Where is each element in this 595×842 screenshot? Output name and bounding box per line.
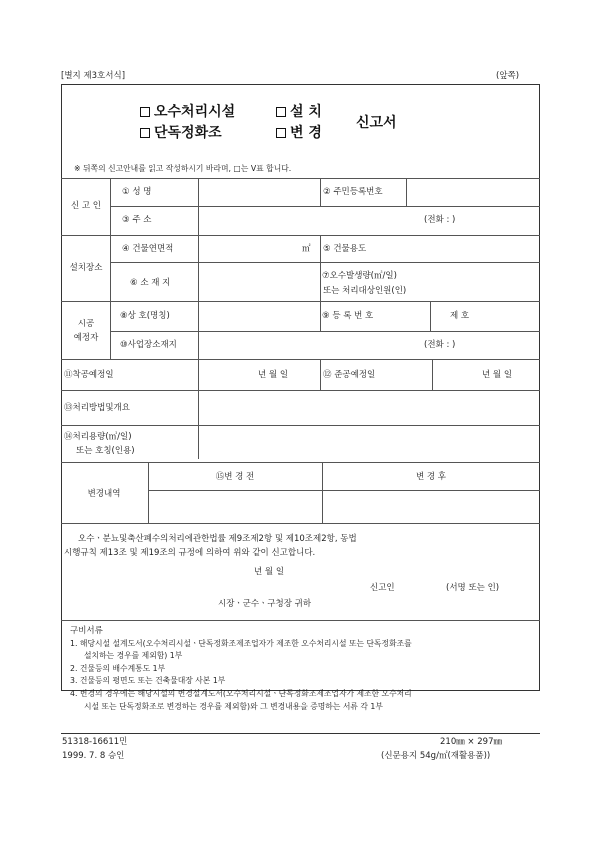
- office-address-field[interactable]: [200, 333, 420, 357]
- company-field[interactable]: [200, 303, 318, 329]
- unit-m2: ㎡: [302, 244, 311, 254]
- rule: [198, 178, 199, 459]
- instruction-note: ※ 뒤쪽의 신고안내를 읽고 작성하시기 바라며, □는 V표 합니다.: [74, 164, 292, 173]
- rule: [320, 178, 321, 206]
- rule: [148, 462, 149, 523]
- label-location: ⑥ 소 재 지: [130, 278, 171, 288]
- section-change: 변경내역: [87, 489, 121, 499]
- rule: [61, 359, 540, 360]
- rule: [61, 178, 540, 179]
- reg-no-field[interactable]: 제 호: [450, 311, 470, 321]
- doc-item: 2. 건물등의 배수계통도 1부: [70, 664, 166, 673]
- name-field[interactable]: [200, 180, 318, 204]
- checkbox-icon[interactable]: [276, 107, 286, 117]
- label-building-use: ⑤ 건물용도: [323, 244, 367, 254]
- checkbox-icon[interactable]: [140, 128, 150, 138]
- rule: [110, 178, 111, 359]
- doc-item: 설치하는 경우를 제외함) 1부: [84, 651, 183, 660]
- label-target-persons: 또는 처리대상인원(인): [323, 286, 407, 296]
- label-company: ⑧상 호(명칭): [120, 311, 170, 321]
- doc-item: 4. 변경의 경우에는 해당시설의 변경설계도서(오수처리시설ㆍ단독정화조제조업자가 제조한 오수처리: [70, 689, 412, 698]
- rule: [148, 490, 540, 491]
- applicant-phone[interactable]: (전화 : ): [424, 215, 456, 225]
- before-change-field[interactable]: [150, 492, 320, 521]
- doc-item: 1. 해당시설 설계도서(오수처리시설ㆍ단독정화조제조업자가 제조한 오수처리시설 또는 단독정화조를: [70, 639, 412, 648]
- location-field[interactable]: [200, 264, 318, 299]
- page-side: (앞쪽): [496, 71, 520, 81]
- rule: [110, 206, 540, 207]
- declaration-line-2: 시행규칙 제13조 및 제19조의 규정에 의하여 위와 같이 신고합니다.: [64, 548, 316, 558]
- contractor-phone[interactable]: (전화 : ): [424, 340, 456, 350]
- completion-date-field[interactable]: 년 월 일: [482, 370, 513, 380]
- rule: [61, 235, 540, 236]
- rule: [61, 462, 540, 463]
- label-reg-no: ⑨ 등 록 번 호: [322, 311, 374, 321]
- rule: [406, 178, 407, 206]
- start-date-field[interactable]: 년 월 일: [258, 370, 289, 380]
- label-address: ③ 주 소: [122, 215, 152, 225]
- rrn-field[interactable]: [408, 180, 538, 204]
- approval-date: 1999. 7. 8 승인: [62, 751, 125, 761]
- rule: [320, 235, 321, 331]
- doc-item: 3. 건물등의 평면도 또는 건축물대장 사본 1부: [70, 676, 226, 685]
- checkbox-icon[interactable]: [276, 128, 286, 138]
- label-completion-date: ⑫ 준공예정일: [323, 370, 376, 380]
- reporter-label: 신고인: [370, 583, 395, 593]
- label-rrn: ② 주민등록번호: [323, 187, 383, 197]
- rule: [432, 359, 433, 390]
- checkbox-icon[interactable]: [140, 107, 150, 117]
- rule: [61, 390, 540, 391]
- rule: [110, 331, 540, 332]
- declaration-date[interactable]: 년 월 일: [254, 567, 285, 577]
- form-title-suffix: 신고서: [356, 115, 397, 131]
- rule: [61, 523, 540, 524]
- label-start-date: ⑪착공예정일: [64, 370, 114, 380]
- rule: [61, 620, 540, 621]
- paper-size: 210㎜ × 297㎜: [440, 737, 502, 747]
- option-septic-tank[interactable]: 단독정화조: [140, 126, 222, 140]
- option-change[interactable]: 변 경: [276, 126, 322, 140]
- rule: [320, 359, 321, 390]
- form-id: [별지 제3호서식]: [61, 71, 126, 81]
- capacity-field[interactable]: [200, 427, 538, 460]
- rule: [322, 462, 323, 523]
- signature-field[interactable]: (서명 또는 인): [446, 583, 500, 593]
- label-floor-area: ④ 건물연면적: [122, 244, 174, 254]
- section-site: 설치장소: [69, 263, 103, 273]
- form-code: 51318-16611민: [62, 737, 128, 747]
- footer-rule: [61, 733, 540, 734]
- option-install[interactable]: 설 치: [276, 105, 322, 119]
- paper-type: (신문용지 54g/㎡(재활용품)): [381, 751, 491, 761]
- method-field[interactable]: [200, 392, 538, 423]
- section-contractor-2: 예정자: [73, 333, 99, 343]
- label-capacity-2: 또는 호칭(인용): [76, 446, 135, 456]
- label-name: ① 성 명: [122, 187, 152, 197]
- sewage-volume-field[interactable]: [440, 264, 538, 299]
- label-method: ⑬처리방법및개요: [64, 403, 130, 413]
- rule: [110, 262, 540, 263]
- rule: [61, 301, 540, 302]
- building-use-field[interactable]: [406, 237, 538, 260]
- floor-area-field[interactable]: [200, 237, 300, 260]
- rule: [61, 425, 540, 426]
- option-sewage-facility[interactable]: 오수처리시설: [140, 105, 235, 119]
- after-change-field[interactable]: [324, 492, 538, 521]
- label-capacity: ⑭처리용량(㎥/일): [64, 432, 132, 442]
- rule: [430, 301, 431, 331]
- label-after-change: 변 경 후: [415, 472, 447, 482]
- doc-item: 시설 또는 단독정화조로 변경하는 경우를 제외함)와 그 변경내용을 증명하는 서류 각 1부: [84, 702, 383, 711]
- label-before-change: ⑮변 경 전: [215, 472, 255, 482]
- address-field[interactable]: [200, 208, 420, 233]
- declaration-line-1: 오수ㆍ분뇨및축산폐수의처리에관한법률 제9조제2항 및 제10조제2항, 동법: [78, 534, 357, 544]
- section-applicant: 신 고 인: [70, 201, 102, 211]
- section-contractor: 시공: [77, 319, 95, 329]
- label-office-address: ⑩사업장소재지: [120, 340, 177, 350]
- docs-header: 구비서류: [70, 626, 103, 636]
- addressee: 시장ㆍ군수ㆍ구청장 귀하: [218, 599, 312, 609]
- label-sewage-volume: ⑦오수발생량(㎥/일): [322, 271, 397, 281]
